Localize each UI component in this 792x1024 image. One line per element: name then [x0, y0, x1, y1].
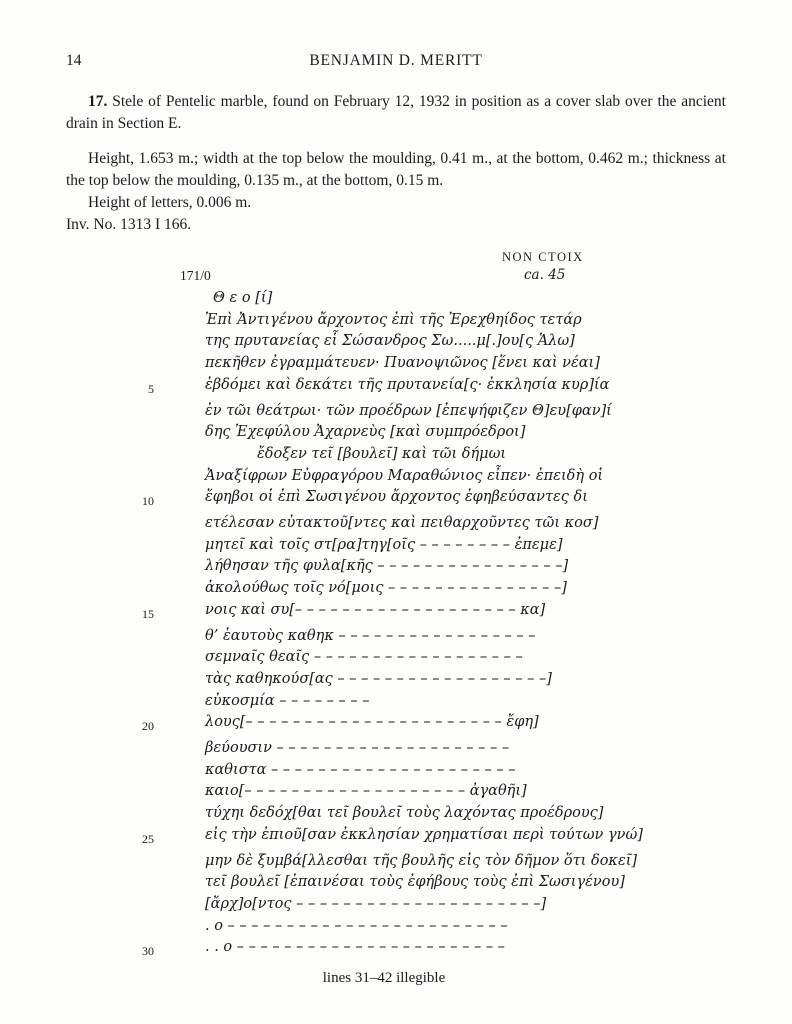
- inscription-date: 171/0: [180, 268, 211, 283]
- line-text: Ἐπὶ Ἀντιγένου ἄρχοντος ἐπὶ τῆς Ἐρεχθηίδος τετάρ: [205, 311, 582, 328]
- inscription-line: [66, 401, 726, 423]
- line-number: 10: [142, 494, 154, 509]
- inscription-header-right: [502, 250, 584, 283]
- inscription-line: [66, 556, 726, 578]
- line-text: δης Ἐχεφύλου Ἀχαρνεὺς [καὶ συμπρόεδροι]: [205, 424, 526, 441]
- line-text: πεκῆθεν ἐγραμμάτευεν· Πυανοψιῶνος [ἕνει καὶ νέαι]: [205, 355, 600, 372]
- inscription-line: [66, 487, 726, 513]
- inscription-line: [66, 353, 726, 375]
- line-number: [106, 803, 154, 825]
- line-number: [106, 647, 154, 669]
- line-text: [ἄρχ]ο[ντος – – – – – – – – – – – – – – – – – – – – –]: [205, 895, 547, 912]
- line-number: [106, 535, 154, 557]
- inscription-line: [66, 422, 726, 444]
- line-number: [106, 288, 154, 310]
- entry-inventory-number: Inv. No. 1313 I 166.: [66, 216, 192, 233]
- running-title: BENJAMIN D. MERITT: [309, 52, 483, 69]
- inscription-line: [66, 444, 726, 466]
- line-number: [106, 444, 154, 466]
- inscription-line: [66, 712, 726, 738]
- line-text: μητεῖ καὶ τοῖς στ[ρα]τηγ[οῖς – – – – – – – – ἐπεμε]: [205, 536, 563, 553]
- inscription-line: [66, 691, 726, 713]
- line-number: [106, 851, 154, 873]
- line-text: τὰς καθηκούσ[ας – – – – – – – – – – – – – – – – – –]: [205, 670, 552, 687]
- inscription-line: [66, 669, 726, 691]
- inscription-line: [66, 626, 726, 648]
- line-number: [106, 331, 154, 353]
- inscription-line: [66, 760, 726, 782]
- line-text: ἐν τῶι θεάτρωι· τῶν προέδρων [ἐπεψήφιζεν Θ]ευ[φαν]ί: [205, 402, 612, 419]
- line-number: 20: [142, 719, 154, 734]
- line-text: λήθησαν τῆς φυλα[κῆς – – – – – – – – – – – – – – – –]: [205, 558, 569, 575]
- inscription-line: [66, 535, 726, 557]
- line-text: τύχηι δεδόχ[θαι τεῖ βουλεῖ τοὺς λαχόντας προέδρους]: [205, 805, 604, 822]
- illegible-lines-note: lines 31–42 illegible: [322, 970, 446, 987]
- inscription-header: [66, 250, 726, 286]
- line-text: μην δὲ ξυμβά[λλεσθαι τῆς βουλῆς εἰς τὸν δῆμον ὅτι δοκεῖ]: [205, 852, 638, 869]
- line-text: λους[– – – – – – – – – – – – – – – – – – – – – – ἔφη]: [205, 714, 539, 731]
- inscription-line: [66, 894, 726, 916]
- entry-description: Stele of Pentelic marble, found on February 12, 1932 in position as a cover slab over the ancient drain in Section E.: [66, 93, 726, 132]
- line-text: σεμναῖς θεαῖς – – – – – – – – – – – – – – – – – –: [205, 649, 523, 666]
- line-text: ἔφηβοι οἱ ἐπὶ Σωσιγένου ἄρχοντος ἐφηβεύσαντες δι: [205, 489, 588, 506]
- inscription-line: [66, 781, 726, 803]
- line-number: [106, 760, 154, 782]
- inscription-line: [66, 803, 726, 825]
- line-number: 5: [148, 381, 154, 396]
- line-text: Θ ε ο [ί]: [213, 290, 273, 306]
- line-text: εἰς τὴν ἐπιοῦ[σαν ἐκκλησίαν χρηματίσαι περὶ τούτων γνώ]: [205, 826, 643, 843]
- line-text: βεύουσιν – – – – – – – – – – – – – – – – – – – –: [205, 740, 510, 757]
- line-number: [106, 353, 154, 375]
- line-number: [106, 466, 154, 488]
- line-text: ετέλεσαν εὐτακτοῦ[ντες καὶ πειθαρχοῦντες τῶι κοσ]: [205, 515, 599, 532]
- line-number: [106, 781, 154, 803]
- inscription-line: [66, 825, 726, 851]
- line-number: [106, 738, 154, 760]
- line-text: καθιστα – – – – – – – – – – – – – – – – – – – – –: [205, 761, 516, 778]
- line-number: [106, 310, 154, 332]
- line-text: καιο[– – – – – – – – – – – – – – – – – – – ἀγαθῆι]: [205, 783, 527, 800]
- inscription-line: [66, 647, 726, 669]
- line-number: [106, 669, 154, 691]
- inscription-lines: [66, 288, 726, 963]
- line-number: [106, 894, 154, 916]
- line-text: εὐκοσμία – – – – – – – –: [205, 692, 370, 709]
- inscription-line: [66, 310, 726, 332]
- line-number: [106, 626, 154, 648]
- line-number: [106, 556, 154, 578]
- line-number: [106, 916, 154, 938]
- inscription-line: [66, 872, 726, 894]
- inscription-line: [66, 578, 726, 600]
- line-text: . . ο – – – – – – – – – – – – – – – – – – – – – – –: [205, 939, 505, 956]
- arrangement-label: NON CTOIX: [502, 250, 584, 264]
- line-text: ἀκολούθως τοῖς νό[μοις – – – – – – – – – – – – – – –]: [205, 580, 567, 597]
- inscription-line: [66, 513, 726, 535]
- inscription-line: [66, 375, 726, 401]
- line-text: ἑβδόμει καὶ δεκάτει τῆς πρυτανεία[ς· ἐκκλησία κυρ]ία: [205, 376, 610, 393]
- line-text: της πρυτανείας εἷ Σώσανδρος Σω.....μ[.]ου[ς Ἁλω]: [205, 333, 575, 350]
- line-text: . ο – – – – – – – – – – – – – – – – – – – – – – – –: [205, 917, 508, 934]
- inscription-line: [66, 600, 726, 626]
- entry-letter-height: Height of letters, 0.006 m.: [88, 194, 252, 211]
- line-text: θ’ ἑαυτοὺς καθηκ – – – – – – – – – – – – – – – – –: [205, 627, 536, 644]
- entry-dimensions-paragraph: Height, 1.653 m.; width at the top below the moulding, 0.41 m., at the bottom, 0.462 m.; thickness at the top below the moulding, 0.135 m., at the bottom, 0.15 m.: [66, 150, 726, 189]
- inscription-line: [66, 466, 726, 488]
- line-number: 30: [142, 944, 154, 959]
- line-number: 15: [142, 606, 154, 621]
- line-text: Ἀναξίφρων Εὐφραγόρου Μαραθώνιος εἶπεν· ἐπειδὴ οἱ: [205, 467, 604, 484]
- line-text: νοις καὶ συ[– – – – – – – – – – – – – – – – – – – κα]: [205, 601, 546, 618]
- inscription-line: [66, 738, 726, 760]
- page-number: 14: [66, 52, 82, 69]
- line-number: [106, 691, 154, 713]
- line-text: ἔδοξεν τεῖ [βουλεῖ] καὶ τῶι δήμωι: [257, 445, 507, 462]
- inscription-line: [66, 851, 726, 873]
- inscription-line: [66, 937, 726, 963]
- inscription-line: [66, 916, 726, 938]
- line-number: [106, 872, 154, 894]
- running-head: [66, 52, 726, 74]
- line-number: [106, 513, 154, 535]
- entry-intro-paragraph: [66, 91, 726, 135]
- line-length-estimate: ca. 45: [524, 267, 566, 283]
- line-number: 25: [142, 831, 154, 846]
- line-number: [106, 422, 154, 444]
- line-text: τεῖ βουλεῖ [ἐπαινέσαι τοὺς ἐφήβους τοὺς ἐπὶ Σωσιγένου]: [205, 874, 625, 891]
- entry-item-number: 17.: [88, 93, 108, 110]
- inscription-line: [66, 288, 726, 310]
- line-number: [106, 401, 154, 423]
- line-number: [106, 578, 154, 600]
- inscription-line: [66, 331, 726, 353]
